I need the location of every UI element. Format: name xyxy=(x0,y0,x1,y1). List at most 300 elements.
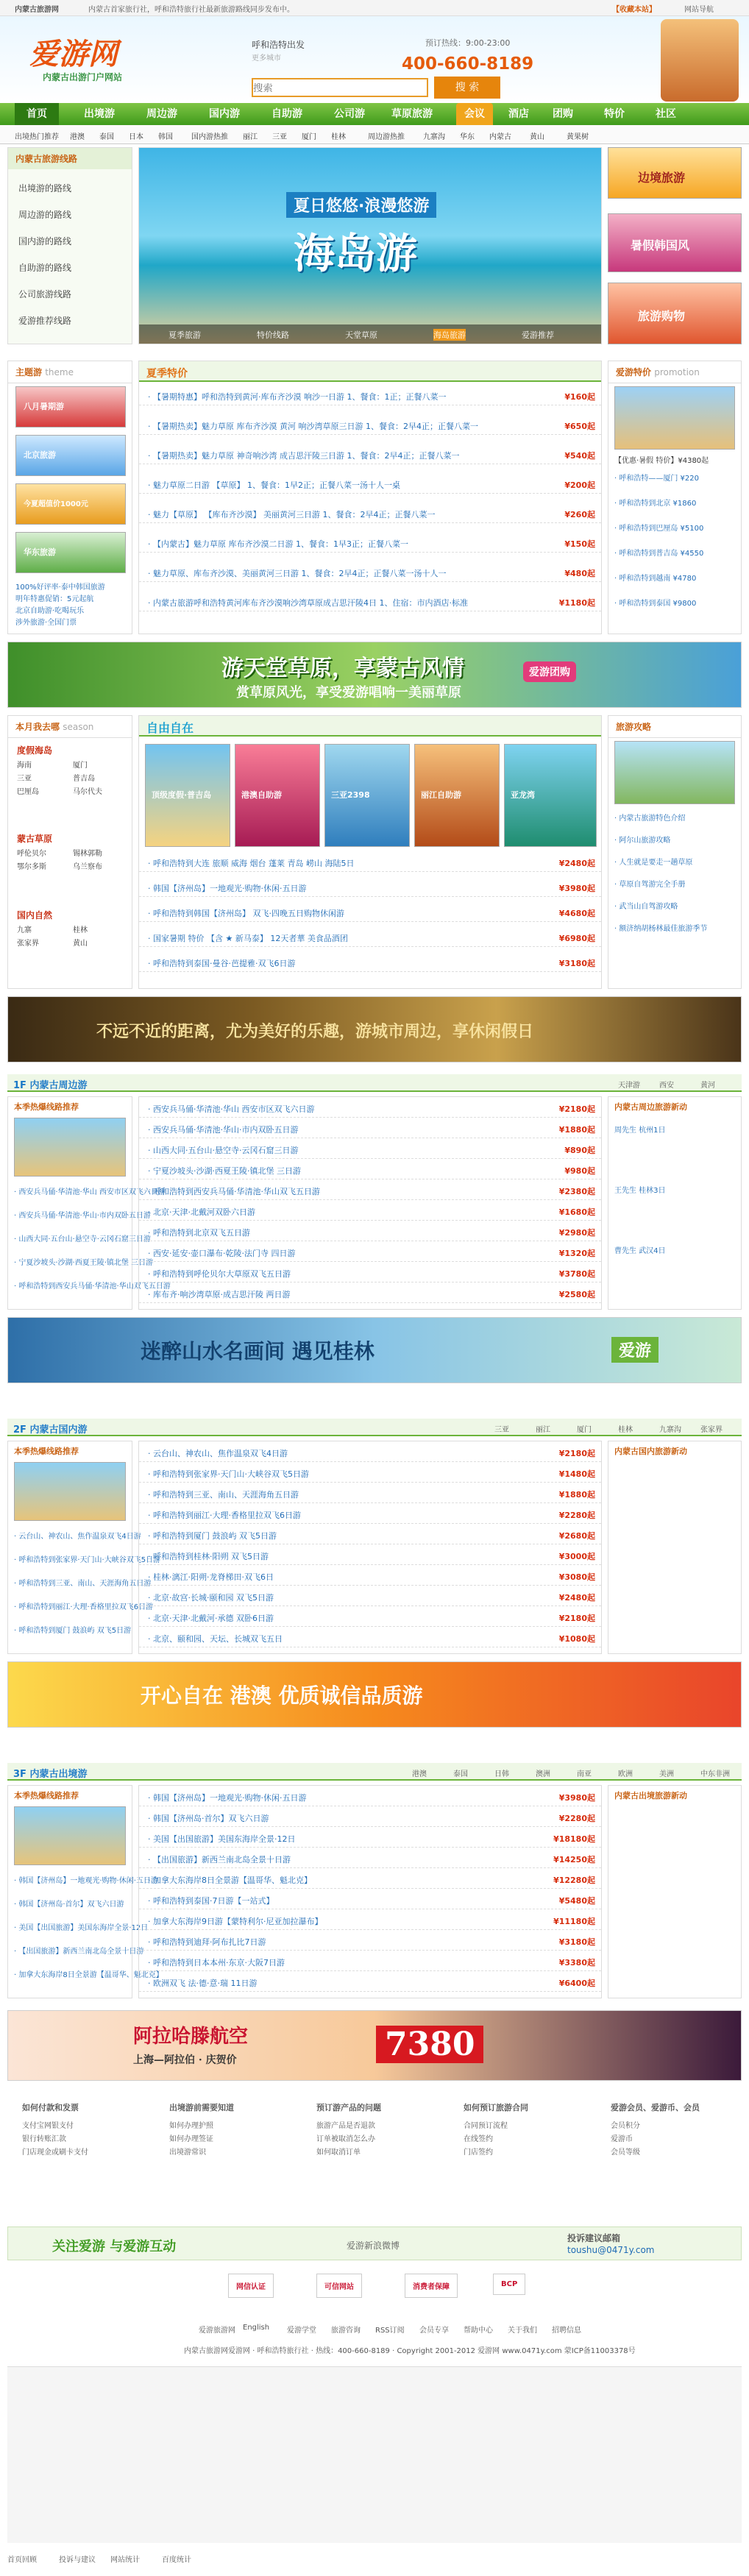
floor-route-row[interactable] xyxy=(139,1446,601,1462)
theme-link[interactable]: 涉外旅游·全国门票 xyxy=(15,619,77,627)
floor-notes xyxy=(608,1441,742,1654)
freetrip-image[interactable] xyxy=(504,744,597,847)
route-price: ¥3000起 xyxy=(558,1552,595,1561)
nav-outbound[interactable]: 出境游 xyxy=(84,108,115,120)
floor-route-row[interactable] xyxy=(139,1590,601,1606)
strategy-link[interactable]: · 武当山自驾游攻略 xyxy=(614,903,678,911)
route-price: ¥3980起 xyxy=(558,884,595,893)
floor-route-row[interactable] xyxy=(139,1976,601,1992)
floor-left-link[interactable]: · 呼和浩特到丽江·大理·香格里拉双飞6日游 xyxy=(14,1603,154,1611)
floor-route-row[interactable] xyxy=(139,1893,601,1909)
floor-tag[interactable]: 桂林 xyxy=(618,1426,633,1434)
bottom-link[interactable]: 投诉与建议 xyxy=(59,2556,96,2564)
footer-link[interactable]: 在线签约 xyxy=(464,2135,493,2143)
departure-city[interactable]: 呼和浩特出发 xyxy=(252,40,305,50)
route-title[interactable]: · 韩国【济州岛】一地观光·购物·休闲·五日游 xyxy=(148,884,307,893)
airline-sub: 上海—阿拉伯 · 庆贺价 xyxy=(133,2054,237,2066)
logo[interactable]: 爱游网 xyxy=(29,37,118,71)
strategy-image[interactable] xyxy=(614,741,735,804)
footer xyxy=(7,2094,742,2565)
cert-badge[interactable]: 消费者保障 xyxy=(405,2274,458,2298)
destination-link[interactable]: 乌兰察布 xyxy=(73,863,102,871)
hero-tab[interactable]: 天堂草原 xyxy=(345,330,377,340)
route-title[interactable]: · 【暑期热卖】魅力草原 库布齐沙漠 黄河 响沙湾草原三日游 1、餐食：2早4正；正餐八菜一 xyxy=(148,422,478,431)
floor-tag[interactable]: 丽江 xyxy=(536,1426,550,1434)
route-price: ¥2680起 xyxy=(558,1531,595,1541)
freetrip-image[interactable] xyxy=(414,744,500,847)
hero-tab[interactable]: 特价线路 xyxy=(257,330,289,340)
route-title[interactable]: · 西安兵马俑·华清池·华山·市内双卧五日游 xyxy=(148,1125,299,1135)
subnav-item[interactable]: 日本 xyxy=(129,133,143,141)
floor-tag[interactable]: 澳洲 xyxy=(536,1770,550,1778)
footer-nav-link[interactable]: English xyxy=(243,2324,270,2332)
route-price: ¥890起 xyxy=(564,1146,595,1155)
freetrip-row[interactable] xyxy=(139,931,601,947)
special-row[interactable] xyxy=(139,419,601,435)
floor-left-link[interactable]: · 美国【出国旅游】美国东海岸全景·12日 xyxy=(14,1924,149,1932)
top-site-name[interactable]: 内蒙古旅游网 xyxy=(15,6,59,14)
floor-left-link[interactable]: · 云台山、神农山、焦作温泉双飞4日游 xyxy=(14,1533,141,1541)
floor2-routes xyxy=(138,1441,602,1654)
floor-notes-title: 内蒙古国内旅游新动 xyxy=(614,1447,687,1456)
footer-nav-link[interactable]: 会员专享 xyxy=(419,2327,449,2335)
subnav-item[interactable]: 泰国 xyxy=(99,133,114,141)
route-price: ¥1880起 xyxy=(558,1125,595,1135)
promotion-image[interactable] xyxy=(614,386,735,450)
freetrip-row[interactable] xyxy=(139,956,601,972)
subnav-item[interactable]: 三亚 xyxy=(272,133,287,141)
floor-route-row[interactable] xyxy=(139,1122,601,1138)
special-row[interactable] xyxy=(139,536,601,553)
hero-tab[interactable]: 爱游推荐 xyxy=(522,330,554,340)
floor-tag[interactable]: 厦门 xyxy=(577,1426,592,1434)
destination-link[interactable]: 三亚 xyxy=(17,775,32,783)
route-title[interactable]: · 呼和浩特到西安兵马俑·华清池·华山双飞五日游 xyxy=(148,1187,320,1196)
theme-image[interactable] xyxy=(15,435,126,476)
route-title[interactable]: · 呼和浩特到日本本州·东京·大阪7日游 xyxy=(148,1958,285,1968)
route-title[interactable]: · 国家暑期 特价 【含 ★ 新马泰】 12天者華 美食品酒团 xyxy=(148,934,348,943)
route-title[interactable]: · 山西大同·五台山·悬空寺·云冈石窟三日游 xyxy=(148,1146,299,1155)
route-title[interactable]: · 西安兵马俑·华清池·华山 西安市区双飞六日游 xyxy=(148,1104,315,1114)
search-input[interactable] xyxy=(252,78,428,97)
floor-tag[interactable]: 张家界 xyxy=(700,1426,723,1434)
floor-image[interactable] xyxy=(14,1462,126,1521)
destination-link[interactable]: 鄂尔多斯 xyxy=(17,863,46,871)
nav-community[interactable]: 社区 xyxy=(656,108,676,120)
freetrip-row[interactable] xyxy=(139,906,601,922)
floor-left-link[interactable]: · 呼和浩特到厦门 鼓浪屿 双飞5日游 xyxy=(14,1627,132,1635)
promotion-big[interactable]: 【优惠·暑假 特价】¥4380起 xyxy=(614,457,709,465)
hero-tab[interactable]: 夏季旅游 xyxy=(168,330,201,340)
route-title[interactable]: · 呼和浩特到桂林·阳朔 双飞5日游 xyxy=(148,1552,269,1561)
floor-route-row[interactable] xyxy=(139,1508,601,1524)
footer-link[interactable]: 会员积分 xyxy=(611,2122,640,2130)
route-title[interactable]: · 【内蒙古】魅力草原 库布齐沙漠二日游 1、餐食：1早3正；正餐八菜一 xyxy=(148,539,408,549)
route-price: ¥540起 xyxy=(564,451,595,461)
route-title[interactable]: · 加拿大东海岸9日游【蒙特利尔·尼亚加拉瀑布】 xyxy=(148,1917,323,1926)
floor-left-link[interactable]: · 宁夏沙坡头·沙湖·西夏王陵·镇北堡 三日游 xyxy=(14,1259,154,1267)
floor-tag[interactable]: 日韩 xyxy=(494,1770,509,1778)
floor-route-row[interactable] xyxy=(139,1246,601,1262)
special-row[interactable] xyxy=(139,389,601,405)
top-notice: 内蒙古首家旅行社，呼和浩特旅行社最新旅游路线同步发布中。 xyxy=(88,6,294,14)
search-button[interactable]: 搜 索 xyxy=(434,77,500,99)
theme-image[interactable] xyxy=(15,532,126,573)
banner4[interactable] xyxy=(7,1661,742,1728)
route-price: ¥3780起 xyxy=(558,1269,595,1279)
subnav-item[interactable]: 黄山 xyxy=(530,133,544,141)
floor-tag[interactable]: 黄河 xyxy=(700,1082,715,1090)
subnav-item[interactable]: 港澳 xyxy=(70,133,85,141)
floor1-header xyxy=(7,1074,742,1092)
footer-link[interactable]: 爱游币 xyxy=(611,2135,633,2143)
bottom-link[interactable]: 首页回顾 xyxy=(7,2556,37,2564)
floor-left-link[interactable]: · 呼和浩特到西安兵马俑·华清池·华山双飞五日游 xyxy=(14,1282,171,1291)
route-title[interactable]: · 欧洲双飞 法·德·意·瑞 11日游 xyxy=(148,1979,258,1988)
route-title[interactable]: · 呼和浩特到张家界·天门山·大峡谷双飞5日游 xyxy=(148,1469,309,1479)
menu-item[interactable]: 国内游的路线 xyxy=(18,236,72,246)
floor-note[interactable]: 曹先生 武汉4日 xyxy=(614,1247,666,1255)
route-title[interactable]: · 呼和浩特到呼伦贝尔大草原双飞五日游 xyxy=(148,1269,291,1279)
floor-title: 2F 内蒙古国内游 xyxy=(13,1424,88,1436)
route-title[interactable]: · 加拿大东海岸8日全景游【温哥华、魁北克】 xyxy=(148,1876,312,1885)
freetrip-image[interactable] xyxy=(145,744,230,847)
promotion-item[interactable]: · 呼和浩特到北京 ¥1860 xyxy=(614,500,697,508)
strategy-link[interactable]: · 额济纳胡杨林最佳旅游季节 xyxy=(614,925,708,933)
theme-image[interactable] xyxy=(15,386,126,427)
strategy-link[interactable]: · 阿尔山旅游攻略 xyxy=(614,837,671,845)
promo-image[interactable] xyxy=(608,213,742,272)
subnav-item[interactable]: 内蒙古 xyxy=(489,133,511,141)
floor-left-link[interactable]: · 山西大同·五台山·悬空寺·云冈石窟三日游 xyxy=(14,1235,151,1243)
route-title[interactable]: · 韩国【济州岛】一地观光·购物·休闲·五日游 xyxy=(148,1793,307,1803)
nav-meeting[interactable]: 会议 xyxy=(456,103,493,125)
footer-link[interactable]: 门店签约 xyxy=(464,2149,493,2157)
floor-image[interactable] xyxy=(14,1806,126,1865)
route-title[interactable]: · 美国【出国旅游】美国东海岸全景·12日 xyxy=(148,1834,296,1844)
floor-route-row[interactable] xyxy=(139,1487,601,1503)
footer-link[interactable]: 会员等级 xyxy=(611,2149,640,2157)
route-title[interactable]: · 呼和浩特到韩国【济州岛】 双飞·四晚五日购物休闲游 xyxy=(148,909,344,918)
floor-left-link[interactable]: · 韩国【济州岛·首尔】双飞六日游 xyxy=(14,1901,124,1909)
footer-nav-link[interactable]: 关于我们 xyxy=(508,2327,537,2335)
subnav-item[interactable]: 桂林 xyxy=(331,133,346,141)
hero-title-1: 夏日悠悠·浪漫悠游 xyxy=(286,192,436,218)
footer-nav-link[interactable]: RSS订阅 xyxy=(375,2327,405,2335)
floor-route-row[interactable] xyxy=(139,1163,601,1179)
destination-link[interactable]: 马尔代夫 xyxy=(73,788,102,796)
subnav-item[interactable]: 九寨沟 xyxy=(423,133,445,141)
footer-link[interactable]: 旅游产品是否退款 xyxy=(316,2122,375,2130)
complaint-email[interactable]: toushu@0471y.com xyxy=(567,2245,655,2255)
footer-nav-link[interactable]: 爱游旅游网 xyxy=(199,2327,235,2335)
menu-item[interactable]: 公司旅游线路 xyxy=(18,289,72,299)
floor-tag[interactable]: 港澳 xyxy=(412,1770,427,1778)
nav-company[interactable]: 公司游 xyxy=(334,108,365,120)
floor-tag[interactable]: 九寨沟 xyxy=(659,1426,681,1434)
special-row[interactable] xyxy=(139,595,601,611)
route-title[interactable]: · 北京·天津·北戴河·承德 双卧6日游 xyxy=(148,1614,274,1623)
floor-route-row[interactable] xyxy=(139,1934,601,1951)
route-title[interactable]: · 云台山、神农山、焦作温泉双飞4日游 xyxy=(148,1449,288,1458)
nav-domestic[interactable]: 国内游 xyxy=(209,108,240,120)
floor-left-box xyxy=(7,1441,161,1654)
route-title[interactable]: · 呼和浩特到三亚、南山、天涯海角五日游 xyxy=(148,1490,299,1500)
route-title[interactable]: · 呼和浩特到大连 旅顺 威海 烟台 蓬莱 青岛 崂山 海陆5日 xyxy=(148,859,355,868)
promotion-item[interactable]: · 呼和浩特到越南 ¥4780 xyxy=(614,575,697,583)
footer-link[interactable]: 如何办理签证 xyxy=(169,2135,213,2143)
special-row[interactable] xyxy=(139,566,601,582)
floor-left-link[interactable]: · 西安兵马俑·华清池·华山·市内双卧五日游 xyxy=(14,1212,151,1220)
grassland-banner[interactable] xyxy=(7,642,742,708)
footer-nav-link[interactable]: 帮助中心 xyxy=(464,2327,493,2335)
floor-route-row[interactable] xyxy=(139,1184,601,1200)
route-title[interactable]: · 魅力【草原】 【库布齐沙漠】 美丽黄河三日游 1、餐食：2早4正；正餐八菜一 xyxy=(148,510,436,519)
floor-route-row[interactable] xyxy=(139,1873,601,1889)
floor-left-link[interactable]: · 西安兵马俑·华清池·华山 西安市区双飞六日游 xyxy=(14,1188,166,1196)
route-title[interactable]: · 呼和浩特到厦门 鼓浪屿 双飞5日游 xyxy=(148,1531,277,1541)
floor-route-row[interactable] xyxy=(139,1204,601,1221)
promo-image[interactable] xyxy=(608,283,742,344)
theme-box xyxy=(7,361,132,634)
route-price: ¥14250起 xyxy=(553,1855,595,1864)
floor-route-row[interactable] xyxy=(139,1914,601,1930)
freetrip-image-label: 港澳自助游 xyxy=(241,790,282,800)
floor-route-row[interactable] xyxy=(139,1101,601,1118)
route-title[interactable]: · 呼和浩特到泰国·7日游【一站式】 xyxy=(148,1896,274,1906)
floor-note[interactable]: 周先生 杭州1日 xyxy=(614,1126,666,1135)
route-title[interactable]: · 魅力草原、库布齐沙漠、美丽黄河三日游 1、餐食：2早4正；正餐八菜一汤十人一 xyxy=(148,569,447,578)
nav-self[interactable]: 自助游 xyxy=(271,108,302,120)
bottom-link[interactable]: 百度统计 xyxy=(162,2556,191,2564)
destination-link[interactable]: 桂林 xyxy=(73,926,88,934)
theme-title xyxy=(8,361,132,383)
banner3[interactable] xyxy=(7,1317,742,1383)
route-price: ¥2180起 xyxy=(558,1104,595,1114)
footer-link[interactable]: 如何办理护照 xyxy=(169,2122,213,2130)
theme-link[interactable]: 北京自助游·吃喝玩乐 xyxy=(15,607,85,615)
floor-route-row[interactable] xyxy=(139,1811,601,1827)
bottom-link[interactable]: 网站统计 xyxy=(110,2556,140,2564)
more-cities-link[interactable]: 更多城市 xyxy=(252,54,281,63)
footer-nav-link[interactable]: 爱游学堂 xyxy=(287,2327,316,2335)
floor-route-row[interactable] xyxy=(139,1266,601,1282)
nav-nearby[interactable]: 周边游 xyxy=(146,108,177,120)
destination-link[interactable]: 张家界 xyxy=(17,940,39,948)
destination-link[interactable]: 呼伦贝尔 xyxy=(17,850,46,858)
floor-route-row[interactable] xyxy=(139,1631,601,1647)
route-price: ¥1480起 xyxy=(558,1469,595,1479)
freetrip-image-label: 丽江自助游 xyxy=(421,790,461,800)
nav-hotel[interactable]: 酒店 xyxy=(508,108,529,120)
route-title[interactable]: · 【出国旅游】新西兰南北岛全景十日游 xyxy=(148,1855,291,1864)
route-title[interactable]: · 呼和浩特到北京双飞五日游 xyxy=(148,1228,250,1238)
footer-link[interactable]: 订单被取消怎么办 xyxy=(316,2135,375,2143)
destination-link[interactable]: 九寨 xyxy=(17,926,32,934)
nav-group[interactable]: 团购 xyxy=(553,108,573,120)
menu-item[interactable]: 出境游的路线 xyxy=(18,183,72,194)
footer-link[interactable]: 支付宝网银支付 xyxy=(22,2122,74,2130)
floor-route-row[interactable] xyxy=(139,1831,601,1848)
footer-link[interactable]: 银行转账汇款 xyxy=(22,2135,66,2143)
strategy-link[interactable]: · 人生就是要走一趟草原 xyxy=(614,859,693,867)
special-row[interactable] xyxy=(139,448,601,464)
season-title-text: 本月我去哪 xyxy=(15,722,60,732)
route-title[interactable]: · 呼和浩特到丽江·大理·香格里拉双飞6日游 xyxy=(148,1511,301,1520)
footer-link[interactable]: 出境游常识 xyxy=(169,2149,206,2157)
nav-home[interactable]: 首页 xyxy=(15,103,59,125)
footer-link[interactable]: 合同预订流程 xyxy=(464,2122,508,2130)
floor-route-row[interactable] xyxy=(139,1549,601,1565)
floor-tag[interactable]: 美洲 xyxy=(659,1770,674,1778)
subnav-item[interactable]: 华东 xyxy=(460,133,475,141)
floor-left-link[interactable]: · 呼和浩特到三亚、南山、天涯海角五日游 xyxy=(14,1580,152,1588)
promotion-title-text: 爱游特价 xyxy=(616,367,652,377)
special-row[interactable] xyxy=(139,507,601,523)
subnav-item[interactable]: 厦门 xyxy=(302,133,316,141)
floor-tag[interactable]: 西安 xyxy=(659,1082,674,1090)
destination-link[interactable]: 普吉岛 xyxy=(73,775,95,783)
favorite-link[interactable]: 【收藏本站】 xyxy=(612,6,656,14)
footer-link[interactable]: 门店现金或刷卡支付 xyxy=(22,2149,88,2157)
route-title[interactable]: · 西安·延安·壶口瀑布·乾陵·法门寺 四日游 xyxy=(148,1249,296,1258)
menu-item[interactable]: 自助游的路线 xyxy=(18,263,72,273)
destination-link[interactable]: 巴厘岛 xyxy=(17,788,39,796)
route-title[interactable]: · 北京·故宫·长城·颐和园 双飞5日游 xyxy=(148,1593,274,1603)
route-price: ¥2480起 xyxy=(558,859,595,868)
floor-tag[interactable]: 南亚 xyxy=(577,1770,592,1778)
floor-tag[interactable]: 中东非洲 xyxy=(700,1770,730,1778)
floor-route-row[interactable] xyxy=(139,1955,601,1971)
floor-route-row[interactable] xyxy=(139,1790,601,1806)
floor-route-row[interactable] xyxy=(139,1611,601,1627)
mongolian-girl-image xyxy=(661,19,739,102)
floor-route-row[interactable] xyxy=(139,1466,601,1483)
sina-weibo-link[interactable]: 爱游新浪微博 xyxy=(347,2240,400,2251)
footer-col-title: 如何付款和发票 xyxy=(22,2103,79,2112)
route-title[interactable]: · 内蒙古旅游呼和浩特黄河库布齐沙漠响沙湾草原成吉思汗陵4日 1、住宿：市内酒店·标准 xyxy=(148,598,468,608)
floor-image[interactable] xyxy=(14,1118,126,1177)
nav-grassland[interactable]: 草原旅游 xyxy=(391,108,433,120)
route-title[interactable]: · 魅力草原二日游 【草原】 1、餐食：1早2正；正餐八菜一汤十人一桌 xyxy=(148,480,400,490)
route-title[interactable]: · 桂林·漓江·阳朔·龙脊梯田·双飞6日 xyxy=(148,1572,274,1582)
footer-col-title: 预订游产品的问题 xyxy=(316,2103,381,2112)
freetrip-row[interactable] xyxy=(139,856,601,872)
destination-link[interactable]: 海南 xyxy=(17,762,32,770)
theme-link[interactable]: 100%好评率·泰中韩国旅游 xyxy=(15,583,105,592)
route-title[interactable]: · 呼和浩特到泰国·曼谷·芭提雅·双飞6日游 xyxy=(148,959,296,968)
strategy-link[interactable]: · 草原自驾游完全手册 xyxy=(614,881,686,889)
route-title[interactable]: · 呼和浩特到迪拜·阿布扎比7日游 xyxy=(148,1937,266,1947)
promotion-item[interactable]: · 呼和浩特到巴厘岛 ¥5100 xyxy=(614,525,704,533)
floor-route-row[interactable] xyxy=(139,1569,601,1586)
promotion-item[interactable]: · 呼和浩特到普吉岛 ¥4550 xyxy=(614,550,704,558)
airline-banner[interactable] xyxy=(7,2010,742,2081)
subnav-item[interactable]: 丽江 xyxy=(243,133,258,141)
route-title[interactable]: · 北京·天津·北戴河双卧六日游 xyxy=(148,1207,255,1217)
menu-item[interactable]: 爱游推荐线路 xyxy=(18,316,72,326)
floor-tag[interactable]: 天津游 xyxy=(618,1082,640,1090)
route-title[interactable]: · 库布齐·响沙湾草原·成吉思汗陵 两日游 xyxy=(148,1290,291,1299)
floor-route-row[interactable] xyxy=(139,1852,601,1868)
floor-tag[interactable]: 三亚 xyxy=(494,1426,509,1434)
route-title[interactable]: · 北京、颐和园、天坛、长城双飞五日 xyxy=(148,1634,283,1644)
floor-left-link[interactable]: · 呼和浩特到张家界·天门山·大峡谷双飞5日游 xyxy=(14,1556,161,1564)
strategy-box xyxy=(608,715,742,989)
city-banner[interactable] xyxy=(7,996,742,1062)
promo-image[interactable] xyxy=(608,147,742,199)
destination-link[interactable]: 厦门 xyxy=(73,762,88,770)
floor-note[interactable]: 王先生 桂林3日 xyxy=(614,1187,666,1195)
route-title[interactable]: · 宁夏沙坡头·沙湖·西夏王陵·镇北堡 三日游 xyxy=(148,1166,301,1176)
theme-link[interactable]: 明年特惠促销：5元起航 xyxy=(15,595,94,603)
footer-link[interactable]: 如何取消订单 xyxy=(316,2149,361,2157)
hero-banner[interactable] xyxy=(138,147,602,344)
subnav-item[interactable]: 黄果树 xyxy=(567,133,589,141)
promotion-label: promotion xyxy=(654,367,700,377)
route-price: ¥1080起 xyxy=(558,1634,595,1644)
strategy-link[interactable]: · 内蒙古旅游特色介绍 xyxy=(614,815,686,823)
route-price: ¥1680起 xyxy=(558,1207,595,1217)
menu-item[interactable]: 周边游的路线 xyxy=(18,210,72,220)
nav-special[interactable]: 特价 xyxy=(604,108,625,120)
route-price: ¥160起 xyxy=(564,392,595,402)
footer-nav-link[interactable]: 旅游咨询 xyxy=(331,2327,361,2335)
subnav-outbound[interactable]: 出境热门推荐 xyxy=(15,133,59,141)
subnav-item[interactable]: 国内游热推 xyxy=(191,133,228,141)
freetrip-row[interactable] xyxy=(139,881,601,897)
destination-link[interactable]: 锡林郭勒 xyxy=(73,850,102,858)
destination-link[interactable]: 黄山 xyxy=(73,940,88,948)
complaint-title: 投诉建议邮箱 xyxy=(567,2233,621,2243)
route-price: ¥3180起 xyxy=(558,1937,595,1947)
season-group-2: 蒙古草原 xyxy=(17,834,53,844)
footer-nav-link[interactable]: 招聘信息 xyxy=(552,2327,581,2335)
route-title[interactable]: · 【暑期热卖】魅力草原 神奇响沙湾 成吉思汗陵三日游 1、餐食：2早4正；正餐八菜一 xyxy=(148,451,460,461)
subnav-item[interactable]: 周边游热推 xyxy=(368,133,405,141)
promotion-item[interactable]: · 呼和浩特到泰国 ¥9800 xyxy=(614,600,697,608)
cert-badge[interactable]: 可信网站 xyxy=(316,2274,362,2298)
route-price: ¥11180起 xyxy=(553,1917,595,1926)
floor-tag[interactable]: 欧洲 xyxy=(618,1770,633,1778)
subnav-item[interactable]: 韩国 xyxy=(158,133,173,141)
special-row[interactable] xyxy=(139,478,601,494)
route-price: ¥3980起 xyxy=(558,1793,595,1803)
route-title[interactable]: · 【暑期特惠】呼和浩特到黄河·库布齐沙漠 响沙一日游 1、餐食：1正；正餐八菜一 xyxy=(148,392,447,402)
theme-image[interactable] xyxy=(15,483,126,525)
floor-left-link[interactable]: · 【出国旅游】新西兰南北岛全景十日游 xyxy=(14,1948,144,1956)
cert-badge[interactable]: BCP xyxy=(493,2274,525,2295)
floor-route-row[interactable] xyxy=(139,1287,601,1303)
floor-left-link[interactable]: · 韩国【济州岛】一地观光·购物·休闲·五日游 xyxy=(14,1877,158,1885)
freetrip-image[interactable] xyxy=(324,744,410,847)
route-price: ¥1320起 xyxy=(558,1249,595,1258)
freetrip-image[interactable] xyxy=(235,744,320,847)
freetrip-title: 自由自在 xyxy=(146,721,194,735)
floor-route-row[interactable] xyxy=(139,1528,601,1544)
route-title[interactable]: · 韩国【济州岛·首尔】双飞六日游 xyxy=(148,1814,269,1823)
floor-route-row[interactable] xyxy=(139,1143,601,1159)
floor-tag[interactable]: 泰国 xyxy=(453,1770,468,1778)
theme-label-text: 八月暑期游 xyxy=(24,402,64,411)
hero-tab[interactable]: 海岛旅游 xyxy=(433,330,466,340)
cert-badge[interactable]: 网信认证 xyxy=(228,2274,274,2298)
route-price: ¥2480起 xyxy=(558,1593,595,1603)
site-nav-link[interactable]: 网站导航 xyxy=(684,6,714,14)
floor-left-link[interactable]: · 加拿大东海岸8日全景游【温哥华、魁北克】 xyxy=(14,1971,163,1979)
floor-route-row[interactable] xyxy=(139,1225,601,1241)
promotion-item[interactable]: · 呼和浩特——厦门 ¥220 xyxy=(614,475,699,483)
